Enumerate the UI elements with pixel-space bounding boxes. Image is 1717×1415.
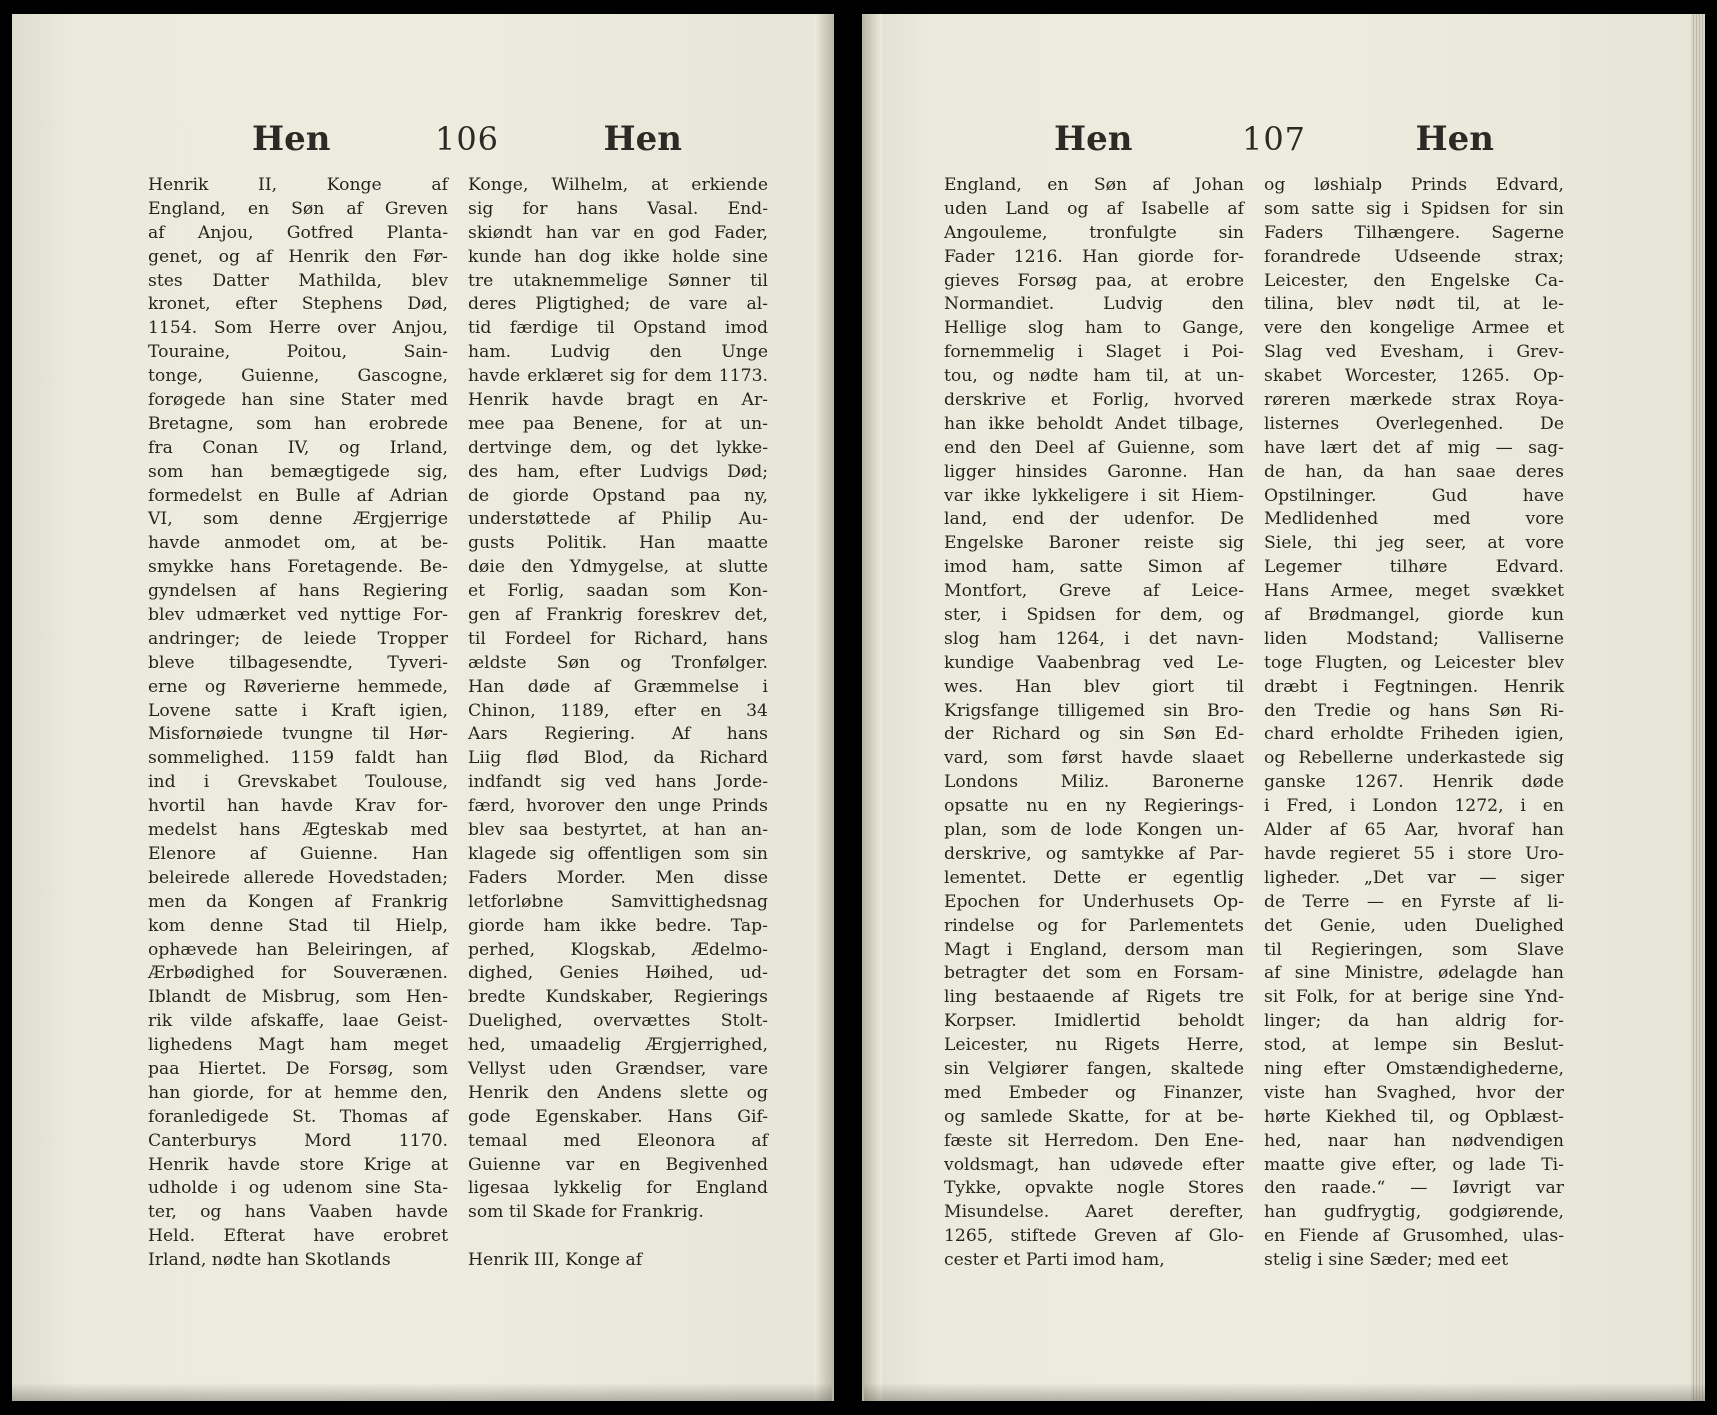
text-line: hed, naar han nødvendigen: [1264, 1130, 1564, 1151]
text-line: af Brødmangel, giorde kun: [1264, 605, 1564, 626]
text-line: Liig flød Blod, da Richard: [468, 748, 768, 769]
text-line: Misfornøiede tvungne til Hør-: [148, 724, 448, 745]
text-line: færd, hvorover den unge Prinds: [468, 796, 768, 817]
text-line: dertvinge dem, og det lykke-: [468, 437, 768, 458]
text-line: skabet Worcester, 1265. Op-: [1264, 366, 1564, 387]
text-line: foranledigede St. Thomas af: [148, 1106, 448, 1127]
text-line: men da Kongen af Frankrig: [148, 891, 448, 912]
right-header-catchword-right: Hen: [1415, 119, 1494, 159]
text-line: stelig i sine Sæder; med eet: [1264, 1250, 1509, 1271]
text-line: tid færdige til Opstand imod: [468, 318, 768, 339]
right-page-gutter: [864, 14, 882, 1401]
text-line: til Regieringen, som Slave: [1264, 939, 1564, 960]
text-line: Opstilninger. Gud have: [1264, 485, 1564, 506]
text-line: derskrive, og samtykke af Par-: [944, 843, 1244, 864]
text-line: England, en Søn af Johan: [944, 175, 1244, 195]
text-line: hørte Kiekhed til, og Opblæst-: [1264, 1106, 1564, 1127]
text-line: gieves Forsøg paa, at erobre: [944, 270, 1244, 291]
text-line: kunde han dog ikke holde sine: [468, 246, 768, 267]
text-line: deres Pligtighed; de vare al-: [468, 294, 768, 315]
text-line: Irland, nødte han Skotlands: [148, 1250, 391, 1271]
text-line: ning efter Omstændighederne,: [1264, 1058, 1564, 1079]
text-line: letforløbne Samvittighedsnag: [468, 891, 768, 912]
text-line: tou, og nødte ham til, at un-: [944, 366, 1244, 387]
text-line: rik vilde afskaffe, laae Geist-: [148, 1011, 448, 1032]
text-line: perhed, Klogskab, Ædelmo-: [468, 939, 768, 960]
right-running-head: [1054, 119, 1494, 169]
text-line: fæste sit Herredom. Den Ene-: [944, 1130, 1244, 1151]
text-line: understøttede af Philip Au-: [468, 509, 768, 530]
text-line: og Rebellerne underkastede sig: [1264, 748, 1564, 769]
text-line: ligger hinsides Garonne. Han: [944, 461, 1244, 482]
text-line: var ikke lykkeligere i sit Hiem-: [944, 485, 1244, 506]
text-line: Slag ved Evesham, i Grev-: [1264, 342, 1564, 363]
left-header-catchword-right: Hen: [603, 119, 682, 159]
text-line: kundige Vaabenbrag ved Le-: [944, 652, 1244, 673]
text-line: smykke hans Foretagende. Be-: [148, 557, 448, 578]
text-line: Henrik den Andens slette og: [468, 1082, 768, 1103]
text-line: Henrik havde store Krige at: [148, 1154, 448, 1175]
left-running-head: [252, 119, 682, 169]
right-page-edge-stack: [1691, 14, 1705, 1401]
text-line: Faders Tilhængere. Sagerne: [1264, 222, 1564, 243]
text-line: ældste Søn og Tronfølger.: [468, 652, 768, 673]
text-line: Siele, thi jeg seer, at vore: [1264, 533, 1564, 554]
text-line: og samlede Skatte, for at be-: [944, 1106, 1244, 1127]
text-line: gode Egenskaber. Hans Gif-: [468, 1106, 768, 1127]
text-line: [468, 1225, 768, 1249]
text-line: beleirede allerede Hovedstaden;: [148, 867, 448, 888]
text-line: mee paa Benene, for at un-: [468, 413, 768, 434]
text-line: land, end der udenfor. De: [944, 509, 1244, 530]
text-line: Angouleme, tronfulgte sin: [944, 222, 1244, 243]
text-line: havde regieret 55 i store Uro-: [1264, 843, 1564, 864]
text-line: vere den kongelige Armee et: [1264, 318, 1564, 339]
text-line: stod, at lempe sin Beslut-: [1264, 1035, 1564, 1056]
text-line: Konge, Wilhelm, at erkiende: [468, 175, 768, 195]
text-line: den Tredie og hans Søn Ri-: [1264, 700, 1564, 721]
right-page-number: 107: [1241, 120, 1307, 158]
text-line: som til Skade for Frankrig.: [468, 1202, 704, 1223]
text-line: Legemer tilhøre Edvard.: [1264, 557, 1564, 578]
text-line: bleve tilbagesendte, Tyveri-: [148, 652, 448, 673]
text-line: Guienne var en Begivenhed: [468, 1154, 768, 1175]
right-page-column-2: [1264, 174, 1564, 1273]
text-line: med Embeder og Finanzer,: [944, 1082, 1244, 1103]
text-line: viste han Svaghed, hvor der: [1264, 1082, 1564, 1103]
text-line: kronet, efter Stephens Død,: [148, 294, 448, 315]
text-line: blev udmærket ved nyttige For-: [148, 605, 448, 626]
text-line: Korpser. Imidlertid beholdt: [944, 1011, 1244, 1032]
text-line: genet, og af Henrik den Før-: [148, 246, 448, 267]
text-line: Tykke, opvakte nogle Stores: [944, 1178, 1244, 1199]
text-line: Engelske Baroner reiste sig: [944, 533, 1244, 554]
text-line: udholde i og udenom sine Sta-: [148, 1178, 448, 1199]
text-line: i Fred, i London 1272, i en: [1264, 796, 1564, 817]
text-line: og løshialp Prinds Edvard,: [1264, 175, 1564, 195]
text-line: Henrik II, Konge af: [148, 175, 448, 195]
text-line: røreren mærkede strax Roya-: [1264, 390, 1564, 411]
text-line: opsatte nu en ny Regierings-: [944, 796, 1244, 817]
text-line: Fader 1216. Han giorde for-: [944, 246, 1244, 267]
text-line: Henrik havde bragt en Ar-: [468, 390, 768, 411]
text-line: som han bemægtigede sig,: [148, 461, 448, 482]
text-line: voldsmagt, han udøvede efter: [944, 1154, 1244, 1175]
right-page-column-1: [944, 174, 1244, 1273]
text-line: gusts Politik. Han maatte: [468, 533, 768, 554]
text-line: stes Datter Mathilda, blev: [148, 270, 448, 291]
text-line: slog ham 1264, i det navn-: [944, 628, 1244, 649]
text-line: ind i Grevskabet Toulouse,: [148, 772, 448, 793]
text-line: Epochen for Underhusets Op-: [944, 891, 1244, 912]
text-line: gen af Frankrig foreskrev det,: [468, 605, 768, 626]
text-line: hvortil han havde Krav for-: [148, 796, 448, 817]
text-line: Elenore af Guienne. Han: [148, 843, 448, 864]
text-line: hed, umaadelig Ærgjerrighed,: [468, 1035, 768, 1056]
text-line: Ærbødighed for Souverænen.: [148, 963, 448, 984]
text-line: temaal med Eleonora af: [468, 1130, 768, 1151]
text-line: uden Land og af Isabelle af: [944, 198, 1244, 219]
text-line: gyndelsen af hans Regiering: [148, 581, 448, 602]
text-line: paa Hiertet. De Forsøg, som: [148, 1058, 448, 1079]
text-line: lementet. Dette er egentlig: [944, 867, 1244, 888]
text-line: indfandt sig ved hans Jorde-: [468, 772, 768, 793]
text-line: Iblandt de Misbrug, som Hen-: [148, 987, 448, 1008]
text-line: havde anmodet om, at be-: [148, 533, 448, 554]
text-line: 1265, stiftede Greven af Glo-: [944, 1226, 1244, 1247]
text-line: til Fordeel for Richard, hans: [468, 628, 768, 649]
text-line: Held. Efterat have erobret: [148, 1226, 448, 1247]
text-line: Bretagne, som han erobrede: [148, 413, 448, 434]
text-line: Medlidenhed med vore: [1264, 509, 1564, 530]
text-line: den raade.“ — Iøvrigt var: [1264, 1178, 1564, 1199]
text-line: end den Deel af Guienne, som: [944, 437, 1244, 458]
text-line: det Genie, uden Duelighed: [1264, 915, 1564, 936]
text-line: Magt i England, dersom man: [944, 939, 1244, 960]
text-line: han giorde, for at hemme den,: [148, 1082, 448, 1103]
text-line: Han døde af Græmmelse i: [468, 676, 768, 697]
text-line: skiøndt han var en god Fader,: [468, 222, 768, 243]
text-line: en Fiende af Grusomhed, ulas-: [1264, 1226, 1564, 1247]
text-line: ster, i Spidsen for dem, og: [944, 605, 1244, 626]
text-line: Touraine, Poitou, Sain-: [148, 342, 448, 363]
text-line: ter, og hans Vaaben havde: [148, 1202, 448, 1223]
text-line: ligesaa lykkelig for England: [468, 1178, 768, 1199]
text-line: maatte give efter, og lade Ti-: [1264, 1154, 1564, 1175]
text-line: som satte sig i Spidsen for sin: [1264, 198, 1564, 219]
text-line: fra Conan IV, og Irland,: [148, 437, 448, 458]
text-line: Henrik III, Konge af: [468, 1250, 643, 1271]
text-line: betragter det som en Forsam-: [944, 963, 1244, 984]
text-line: af sine Ministre, ødelagde han: [1264, 963, 1564, 984]
text-line: sin Velgiører fangen, skaltede: [944, 1058, 1244, 1079]
text-line: des ham, efter Ludvigs Død;: [468, 461, 768, 482]
text-line: cester et Parti imod ham,: [944, 1250, 1165, 1271]
text-line: bredte Kundskaber, Regierings: [468, 987, 768, 1008]
text-line: døie den Ydmygelse, at slutte: [468, 557, 768, 578]
text-line: England, en Søn af Greven: [148, 198, 448, 219]
text-line: medelst hans Ægteskab med: [148, 820, 448, 841]
text-line: sit Folk, for at berige sine Ynd-: [1264, 987, 1564, 1008]
text-line: Montfort, Greve af Leice-: [944, 581, 1244, 602]
text-line: de han, da han saae deres: [1264, 461, 1564, 482]
text-line: han gudfrygtig, godgiørende,: [1264, 1202, 1564, 1223]
text-line: vard, som først havde slaaet: [944, 748, 1244, 769]
text-line: forandrede Udseende strax;: [1264, 246, 1564, 267]
text-line: Chinon, 1189, efter en 34: [468, 700, 768, 721]
text-line: dræbt i Fegtningen. Henrik: [1264, 676, 1564, 697]
text-line: Aars Regiering. Af hans: [468, 724, 768, 745]
text-line: VI, som denne Ærgjerrige: [148, 509, 448, 530]
text-line: ligheder. „Det var — siger: [1264, 867, 1564, 888]
text-line: giorde ham ikke bedre. Tap-: [468, 915, 768, 936]
text-line: sommelighed. 1159 faldt han: [148, 748, 448, 769]
text-line: ganske 1267. Henrik døde: [1264, 772, 1564, 793]
text-line: lighedens Magt ham meget: [148, 1035, 448, 1056]
text-line: de giorde Opstand paa ny,: [468, 485, 768, 506]
text-line: kom denne Stad til Hielp,: [148, 915, 448, 936]
left-page-gutter: [814, 14, 832, 1401]
text-line: chard erholdte Friheden igien,: [1264, 724, 1564, 745]
text-line: blev saa bestyrtet, at han an-: [468, 820, 768, 841]
text-line: Krigsfange tilligemed sin Bro-: [944, 700, 1244, 721]
text-line: linger; da han aldrig for-: [1264, 1011, 1564, 1032]
text-line: tilina, blev nødt til, at le-: [1264, 294, 1564, 315]
text-line: forøgede han sine Stater med: [148, 390, 448, 411]
text-line: Canterburys Mord 1170.: [148, 1130, 448, 1151]
text-line: liden Modstand; Valliserne: [1264, 628, 1564, 649]
left-page-column-2: [468, 174, 768, 1273]
text-line: ling bestaaende af Rigets tre: [944, 987, 1244, 1008]
left-header-catchword-left: Hen: [252, 119, 331, 159]
text-line: derskrive et Forlig, hvorved: [944, 390, 1244, 411]
right-page-bottom-shadow: [864, 1383, 1705, 1401]
text-line: han ikke beholdt Andet tilbage,: [944, 413, 1244, 434]
text-line: Lovene satte i Kraft igien,: [148, 700, 448, 721]
text-line: andringer; de leiede Tropper: [148, 628, 448, 649]
text-line: et Forlig, saadan som Kon-: [468, 581, 768, 602]
text-line: formedelst en Bulle af Adrian: [148, 485, 448, 506]
text-line: plan, som de lode Kongen un-: [944, 820, 1244, 841]
right-header-catchword-left: Hen: [1054, 119, 1133, 159]
text-line: Misundelse. Aaret derefter,: [944, 1202, 1244, 1223]
text-line: Leicester, nu Rigets Herre,: [944, 1035, 1244, 1056]
text-line: ophævede han Beleiringen, af: [148, 939, 448, 960]
text-line: sig for hans Vasal. End-: [468, 198, 768, 219]
text-line: der Richard og sin Søn Ed-: [944, 724, 1244, 745]
left-page-bottom-shadow: [12, 1383, 832, 1401]
text-line: Leicester, den Engelske Ca-: [1264, 270, 1564, 291]
text-line: klagede sig offentligen som sin: [468, 843, 768, 864]
text-line: Faders Morder. Men disse: [468, 867, 768, 888]
text-line: havde erklæret sig for dem 1173.: [468, 366, 768, 387]
text-line: Londons Miliz. Baronerne: [944, 772, 1244, 793]
text-line: fornemmelig i Slaget i Poi-: [944, 342, 1244, 363]
left-page: [12, 14, 834, 1401]
text-line: rindelse og for Parlementets: [944, 915, 1244, 936]
text-line: ham. Ludvig den Unge: [468, 342, 768, 363]
text-line: af Anjou, Gotfred Planta-: [148, 222, 448, 243]
text-line: Hans Armee, meget svækket: [1264, 581, 1564, 602]
text-line: Hellige slog ham to Gange,: [944, 318, 1244, 339]
text-line: wes. Han blev giort til: [944, 676, 1244, 697]
text-line: tonge, Guienne, Gascogne,: [148, 366, 448, 387]
text-line: erne og Røverierne hemmede,: [148, 676, 448, 697]
left-page-number: 106: [434, 120, 500, 158]
text-line: imod ham, satte Simon af: [944, 557, 1244, 578]
right-page: [862, 14, 1705, 1401]
text-line: Duelighed, overvættes Stolt-: [468, 1011, 768, 1032]
text-line: de Terre — en Fyrste af li-: [1264, 891, 1564, 912]
text-line: 1154. Som Herre over Anjou,: [148, 318, 448, 339]
text-line: tre utaknemmelige Sønner til: [468, 270, 768, 291]
text-line: listernes Overlegenhed. De: [1264, 413, 1564, 434]
text-line: Vellyst uden Grændser, vare: [468, 1058, 768, 1079]
text-line: toge Flugten, og Leicester blev: [1264, 652, 1564, 673]
text-line: Normandiet. Ludvig den: [944, 294, 1244, 315]
text-line: Alder af 65 Aar, hvoraf han: [1264, 820, 1564, 841]
text-line: have lært det af mig — sag-: [1264, 437, 1564, 458]
left-page-column-1: [148, 174, 448, 1273]
text-line: dighed, Genies Høihed, ud-: [468, 963, 768, 984]
